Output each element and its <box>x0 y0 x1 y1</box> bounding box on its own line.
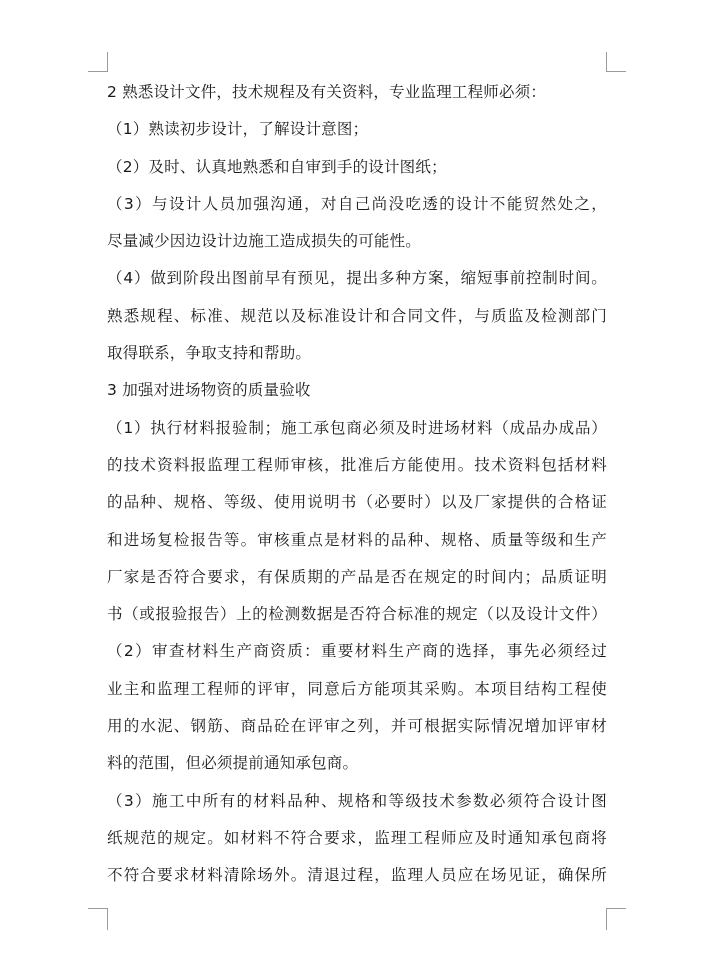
text-line-14: 厂家是否符合要求，有保质期的产品是否在规定的时间内；品质证明 <box>107 567 607 586</box>
text-line-12: 的品种、规格、等级、使用说明书（必要时）以及厂家提供的合格证 <box>107 493 607 512</box>
text-line-7: 熟悉规程、标准、规范以及标准设计和合同文件，与质监及检测部门 <box>107 306 607 325</box>
crop-mark-bottom-right <box>606 908 626 930</box>
text-line-13: 和进场复检报告等。审核重点是材料的品种、规格、质量等级和生产 <box>107 530 607 549</box>
text-line-16: （2）审查材料生产商资质：重要材料生产商的选择，事先必须经过 <box>107 642 607 661</box>
text-line-15: 书（或报验报告）上的检测数据是否符合标准的规定（以及设计文件） <box>107 605 607 624</box>
text-line-22: 不符合要求材料清除场外。清退过程，监理人员应在场见证，确保所 <box>107 866 607 885</box>
text-line-17: 业主和监理工程师的评审，同意后方能项其采购。本项目结构工程使 <box>107 679 607 698</box>
text-line-21: 纸规范的规定。如材料不符合要求，监理工程师应及时通知承包商将 <box>107 828 607 847</box>
text-line-8: 取得联系，争取支持和帮助。 <box>107 344 312 363</box>
text-line-6: （4）做到阶段出图前早有预见，提出多种方案，缩短事前控制时间。 <box>107 269 607 288</box>
document-body <box>107 74 607 895</box>
text-line-5: 尽量减少因边设计边施工造成损失的可能性。 <box>107 232 422 251</box>
crop-mark-bottom-left <box>88 908 108 930</box>
text-line-11: 的技术资料报监理工程师审核，批准后方能使用。技术资料包括材料 <box>107 455 607 474</box>
text-line-20: （3）施工中所有的材料品种、规格和等级技术参数必须符合设计图 <box>107 791 607 810</box>
text-line-9: 3 加强对进场物资的质量验收 <box>107 381 311 400</box>
text-line-10: （1）执行材料报验制；施工承包商必须及时进场材料（成品办成品） <box>107 418 607 437</box>
text-line-3: （2）及时、认真地熟悉和自审到手的设计图纸； <box>107 157 447 176</box>
text-line-18: 用的水泥、钢筋、商品砼在评审之列，并可根据实际情况增加评审材 <box>107 717 607 736</box>
crop-mark-top-right <box>606 52 626 72</box>
text-line-4: （3）与设计人员加强沟通，对自己尚没吃透的设计不能贸然处之， <box>107 194 607 213</box>
text-line-2: （1）熟读初步设计，了解设计意图； <box>107 120 369 139</box>
text-line-1: 2 熟悉设计文件，技术规程及有关资料，专业监理工程师必须： <box>107 83 547 101</box>
text-line-19: 料的范围，但必须提前通知承包商。 <box>107 754 359 773</box>
crop-mark-top-left <box>88 52 108 72</box>
